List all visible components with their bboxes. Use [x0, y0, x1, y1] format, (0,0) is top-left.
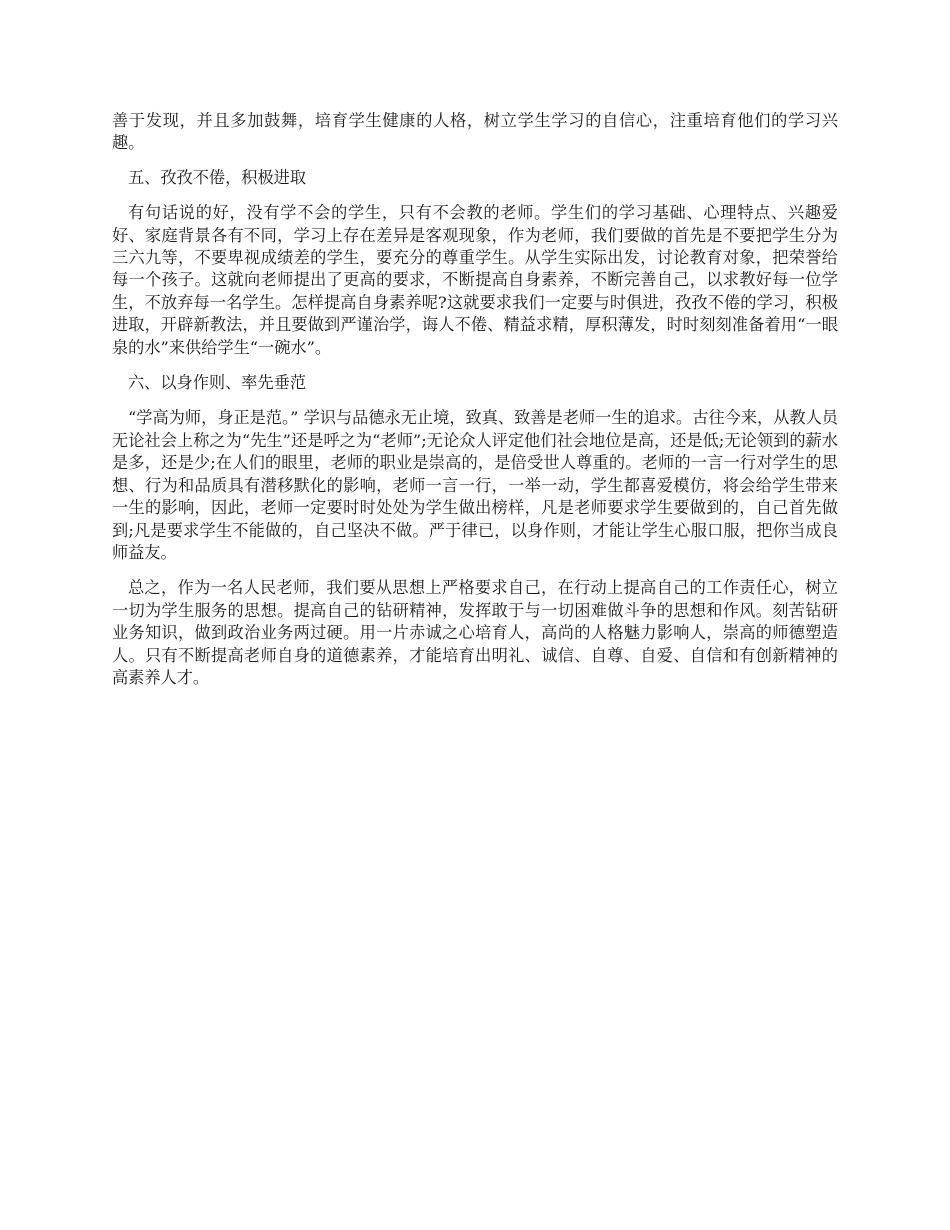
- document-page: [112, 110, 838, 701]
- section-heading-5: 五、孜孜不倦，积极进取: [128, 167, 307, 187]
- section-heading-6: 六、以身作则、率先垂范: [128, 373, 307, 393]
- paragraph-1: 善于发现，并且多加鼓舞，培育学生健康的人格，树立学生学习的自信心，注重培育他们的学习兴趣。: [112, 111, 838, 153]
- paragraph-4: 总之，作为一名人民老师，我们要从思想上严格要求自己，在行动上提高自己的工作责任心，树立一切为学生服务的思想。提高自己的钻研精神，发挥敢于与一切困难做斗争的思想和作风。刻苦钻研业务知识，做到政治业务两过硬。用一片赤诚之心培育人，高尚的人格魅力影响人，崇高的师德塑造人。只有不断提高老师自身的道德素养，才能培育出明礼、诚信、自尊、自爱、自信和有创新精神的高素养人才。: [112, 578, 838, 687]
- paragraph-2: 有句话说的好，没有学不会的学生，只有不会教的老师。学生们的学习基础、心理特点、兴趣爱好、家庭背景各有不同，学习上存在差异是客观现象，作为老师，我们要做的首先是不要把学生分为三六九等，不要卑视成绩差的学生，要充分的尊重学生。从学生实际出发，讨论教育对象，把荣誉给每一个孩子。这就向老师提出了更高的要求，不断提高自身素养，不断完善自己，以求教好每一位学生，不放弃每一名学生。怎样提高自身素养呢?这就要求我们一定要与时俱进，孜孜不倦的学习，积极进取，开辟新教法，并且要做到严谨治学，诲人不倦、精益求精，厚积薄发，时时刻刻准备着用“一眼泉的水”来供给学生“一碗水”。: [112, 203, 838, 357]
- paragraph-3: “学高为师，身正是范。” 学识与品德永无止境，致真、致善是老师一生的追求。古往今来，从教人员无论社会上称之为“先生”还是呼之为“老师”;无论众人评定他们社会地位是高，还是低;无论领到的薪水是多，还是少;在人们的眼里，老师的职业是崇高的，是倍受世人尊重的。老师的一言一行对学生的思想、行为和品质具有潜移默化的影响，老师一言一行，一举一动，学生都喜爱模仿，将会给学生带来一生的影响，因此，老师一定要时时处处为学生做出榜样，凡是老师要求学生要做到的，自己首先做到;凡是要求学生不能做的，自己坚决不做。严于律已，以身作则，才能让学生心服口服，把你当成良师益友。: [112, 408, 838, 562]
